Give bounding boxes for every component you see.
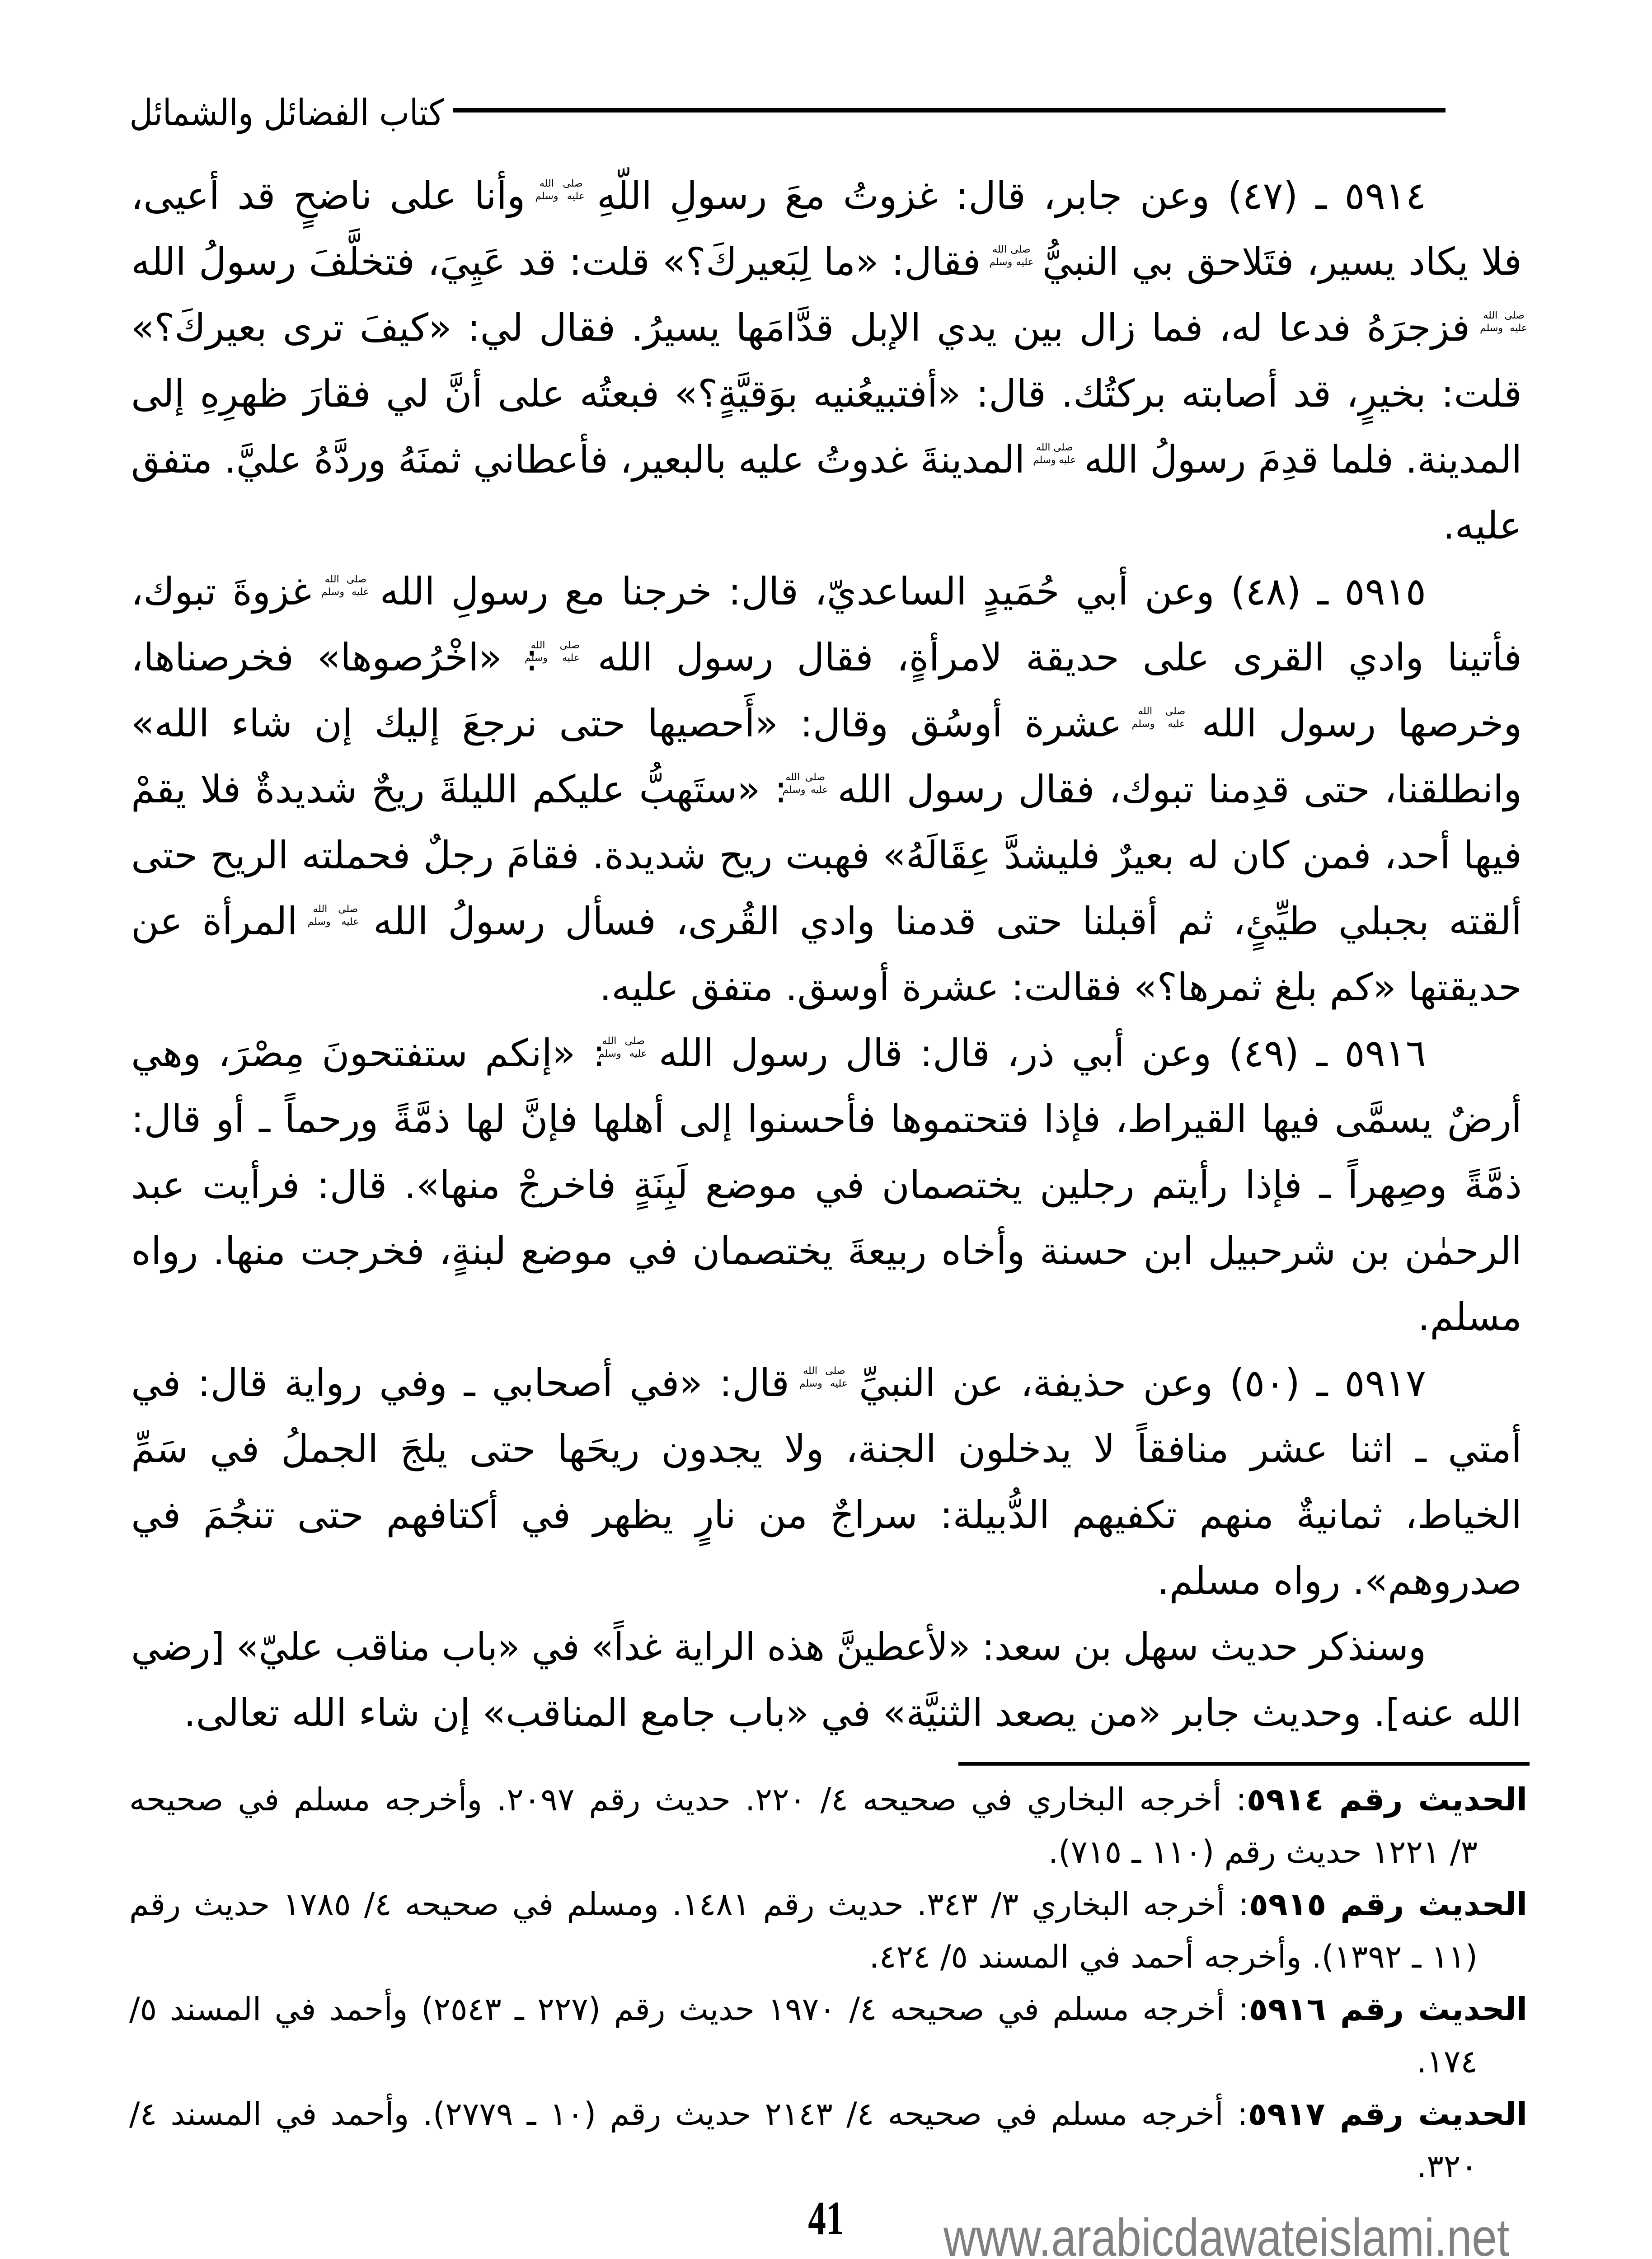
footnote-text: ٣/ ١٢٢١ حديث رقم (١١٠ ـ ٧١٥). xyxy=(1048,1833,1478,1870)
closing-note xyxy=(131,1614,1522,1746)
line-text: ذمَّةً وصِهراً ـ فإذا رأيتم رجلين يختصمان في موضع لَبِنَةٍ فاخرجْ منها». قال: فرأيت عبد xyxy=(131,1163,1522,1207)
line-text: صدروهم». رواه مسلم. xyxy=(1157,1559,1522,1603)
line-text: فزجرَهُ فدعا له، فما زال بين يدي الإبل قدَّامَها يسيرُ. فقال لي: «كيفَ ترى بعيركَ؟» xyxy=(131,295,1522,361)
line-text: مسلم. xyxy=(1417,1295,1522,1339)
line-text: المدينة. فلما قدِمَ رسولُ الله المدينةَ غدوتُ عليه بالبعير، فأعطاني ثمنَهُ وردَّهُ عليَّ. متفق xyxy=(131,437,1522,482)
line-text: حديقتها «كم بلغ ثمرها؟» فقالت: عشرة أوسق. متفق عليه. xyxy=(599,965,1522,1009)
footnote-line-text xyxy=(129,2088,1527,2140)
line-text: الرحمٰن بن شرحبيل ابن حسنة وأخاه ربيعةَ يختصمان في موضع لبنةٍ، فخرجت منها. رواه xyxy=(131,1229,1522,1273)
main-text xyxy=(131,163,1522,1746)
footnote-label: الحديث رقم ٥٩١٦ xyxy=(1248,1991,1527,2028)
text-line xyxy=(131,756,1522,822)
line-text: عليه. xyxy=(1442,503,1522,548)
line-text: ألقته بجبلي طيِّئٍ، ثم أقبلنا حتى قدمنا وادي القُرى، فسأل رسولُ الله المرأة عن xyxy=(131,899,1522,943)
footnote-line xyxy=(129,2088,1527,2140)
text-line xyxy=(131,1284,1522,1350)
line-text: وسنذكر حديث سهل بن سعد: «لأعطينَّ هذه الراية غداً» في «باب مناقب عليّ» [رضي xyxy=(131,1625,1426,1669)
salawat-ligature-icon xyxy=(993,242,1029,271)
line-text: ٥٩١٧ ـ (٥٠) وعن حذيفة، عن النبيِّ قال: «في أصحابي ـ وفي رواية قال: في xyxy=(131,1361,1426,1405)
footnote-text: ١٧٤. xyxy=(1416,2043,1478,2080)
footnote-text: : أخرجه مسلم في صحيحه ٤/ ٢١٤٣ حديث رقم (١٠ ـ ٢٧٧٩). وأحمد في المسند ٤/ xyxy=(129,2095,1248,2132)
salawat-ligature-icon xyxy=(317,901,353,930)
running-header xyxy=(130,90,444,136)
line-text: الخياط، ثمانيةٌ منهم تكفيهم الدُّبيلة: سراجٌ من نارٍ يظهر في أكتافهم حتى تنجُمَ في xyxy=(131,1493,1522,1537)
salawat-ligature-icon xyxy=(787,769,823,798)
text-line xyxy=(131,163,1522,229)
text-line xyxy=(131,558,1522,624)
salawat-ligature-icon xyxy=(1037,440,1072,469)
page-number-text: 41 xyxy=(808,2192,844,2245)
salawat-ligature-icon xyxy=(1486,308,1522,337)
line-text: أرضٌ يسمَّى فيها القيراط، فإذا فتحتموها فأحسنوا إلى أهلها فإنَّ لها ذمَّةً ورحماً ـ أو قال: xyxy=(131,1097,1522,1141)
footnote-separator xyxy=(958,1762,1530,1766)
footnote-text: : أخرجه البخاري ٣/ ٣٤٣. حديث رقم ١٤٨١. ومسلم في صحيحه ٤/ ١٧٨٥ حديث رقم xyxy=(129,1886,1249,1923)
text-line xyxy=(131,1614,1522,1680)
footnote-line xyxy=(129,2140,1527,2193)
hadith-5914 xyxy=(131,163,1522,558)
text-line xyxy=(131,492,1522,558)
hadith-5915 xyxy=(131,558,1522,1020)
footnote-line-text xyxy=(129,1983,1527,2035)
salawat-ligature-icon xyxy=(538,637,574,666)
hadith-5916 xyxy=(131,1020,1522,1350)
footnote-5916 xyxy=(129,1983,1527,2088)
salawat-ligature-icon xyxy=(328,572,364,600)
salawat-ligature-icon xyxy=(806,1363,842,1392)
footnote-text: : أخرجه البخاري في صحيحه ٤/ ٢٢٠. حديث رقم ٢٠٩٧. وأخرجه مسلم في صحيحه xyxy=(129,1781,1247,1818)
text-line xyxy=(131,624,1522,690)
footnote-text: : أخرجه مسلم في صحيحه ٤/ ١٩٧٠ حديث رقم (٢٢٧ ـ ٢٥٤٣) وأحمد في المسند ٥/ xyxy=(129,1991,1249,2028)
footnote-line-text xyxy=(129,1773,1527,1826)
hadith-5917 xyxy=(131,1350,1522,1614)
salawat-ligature-icon xyxy=(543,176,579,205)
line-text: وانطلقنا، حتى قدِمنا تبوك، فقال رسول الله : «ستَهبُّ عليكم الليلةَ ريحٌ شديدةٌ فلا يقمْ xyxy=(131,767,1522,811)
page-number xyxy=(781,2192,871,2245)
watermark-url: www.arabicdawateislami.net xyxy=(943,2208,1510,2259)
text-line xyxy=(131,295,1522,361)
footnote-line xyxy=(129,1931,1527,1983)
footnote-text: ٣٢٠. xyxy=(1416,2148,1478,2185)
salawat-ligature-icon xyxy=(1144,703,1180,732)
text-line xyxy=(131,229,1522,295)
text-line xyxy=(131,1086,1522,1152)
line-text: فلا يكاد يسير، فتَلاحق بي النبيُّ فقال: «ما لِبَعيركَ؟» قلت: قد عَيِيَ، فتخلَّفَ رسولُ الله xyxy=(131,239,1522,284)
footnote-line xyxy=(129,2035,1527,2088)
line-text: فأتينا وادي القرى على حديقة لامرأةٍ، فقال رسول الله : «اخْرُصوها» فخرصناها، xyxy=(131,635,1522,680)
running-header-title: كتاب الفضائل والشمائل xyxy=(130,92,444,134)
text-line xyxy=(131,1020,1522,1086)
footnote-label: الحديث رقم ٥٩١٥ xyxy=(1249,1886,1527,1923)
footnote-5914 xyxy=(129,1773,1527,1878)
salawat-ligature-icon xyxy=(605,1033,642,1062)
text-line xyxy=(131,1152,1522,1218)
text-line xyxy=(131,822,1522,888)
footnote-line-text xyxy=(129,1878,1527,1931)
line-text: ٥٩١٦ ـ (٤٩) وعن أبي ذر، قال: قال رسول الله : «إنكم ستفتحونَ مِصْرَ، وهي xyxy=(131,1031,1426,1075)
text-line xyxy=(131,954,1522,1020)
footnote-label: الحديث رقم ٥٩١٤ xyxy=(1246,1781,1527,1818)
text-line xyxy=(131,426,1522,492)
text-line xyxy=(131,1218,1522,1284)
text-line xyxy=(131,361,1522,426)
line-text: ٥٩١٥ ـ (٤٨) وعن أبي حُمَيدٍ الساعديّ، قال: خرجنا مع رسولِ الله غزوةَ تبوك، xyxy=(131,569,1426,614)
header-rule xyxy=(453,108,1446,112)
line-text: أمتي ـ اثنا عشر منافقاً لا يدخلون الجنة، ولا يجدون ريحَها حتى يلجَ الجملُ في سَمِّ xyxy=(131,1427,1522,1471)
line-text: ٥٩١٤ ـ (٤٧) وعن جابر، قال: غزوتُ معَ رسولِ اللّهِ وأنا على ناضحٍ قد أعيى، xyxy=(131,173,1426,218)
footnote-line xyxy=(129,1983,1527,2035)
text-line xyxy=(131,690,1522,756)
footnote-text: (١١ ـ ١٣٩٢). وأخرجه أحمد في المسند ٥/ ٤٢٤. xyxy=(869,1938,1478,1975)
text-line xyxy=(131,1350,1522,1416)
line-text: وخرصها رسول الله عشرة أوسُق وقال: «أَحصيها حتى نرجعَ إليك إن شاء الله» xyxy=(131,701,1522,745)
footnote-5915 xyxy=(129,1878,1527,1983)
footnote-5917 xyxy=(129,2088,1527,2193)
line-text: الله عنه]. وحديث جابر «من يصعد الثنيَّة» في «باب جامع المناقب» إن شاء الله تعالى. xyxy=(183,1691,1522,1735)
footnote-label: الحديث رقم ٥٩١٧ xyxy=(1248,2095,1527,2132)
text-line xyxy=(131,888,1522,954)
footnote-line xyxy=(129,1878,1527,1931)
footnote-line xyxy=(129,1826,1527,1878)
text-line xyxy=(131,1680,1522,1746)
text-line xyxy=(131,1548,1522,1614)
footnotes xyxy=(129,1773,1527,2193)
text-line xyxy=(131,1416,1522,1482)
line-text: فيها أحد، فمن كان له بعيرٌ فليشدَّ عِقَالَهُ» فهبت ريح شديدة. فقامَ رجلٌ فحملته الريح حتى xyxy=(131,833,1522,877)
text-line xyxy=(131,1482,1522,1548)
line-text: قلت: بخيرٍ، قد أصابته بركتُك. قال: «أفتبيعُنيه بوَقيَّةٍ؟» فبعتُه على أنَّ لي فقارَ ظهرِهِ إلى xyxy=(131,371,1522,416)
footnote-line xyxy=(129,1773,1527,1826)
